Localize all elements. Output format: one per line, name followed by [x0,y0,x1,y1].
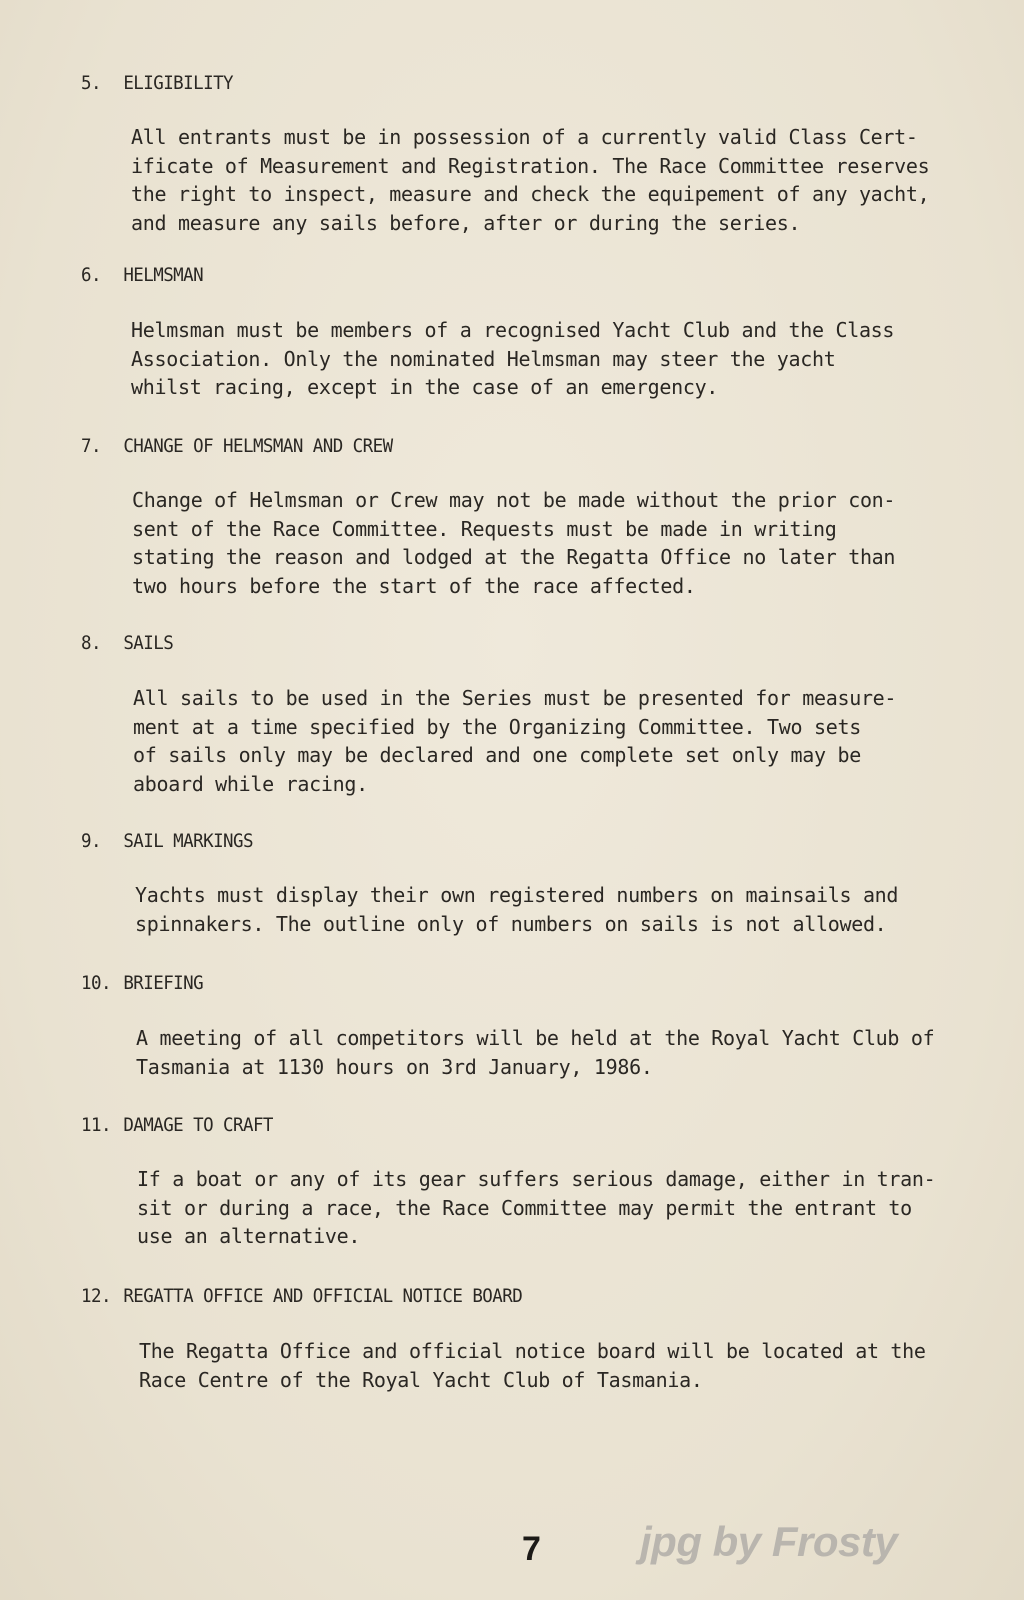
section-body [136,1024,934,1081]
section-number: 7. [81,435,101,457]
section-body [133,684,896,798]
body-line: A meeting of all competitors will be held at the Royal Yacht Club of [136,1026,935,1050]
body-line: Change of Helmsman or Crew may not be made without the prior con- [132,488,896,512]
body-line: stating the reason and lodged at the Regatta Office no later than [132,545,896,569]
body-line: Tasmania at 1130 hours on 3rd January, 1986. [136,1054,653,1079]
body-line: and measure any sails before, after or during the series. [131,210,801,235]
body-line: of sails only may be declared and one complete set only may be [133,743,861,767]
section-number: 6. [81,264,101,286]
section-title: DAMAGE TO CRAFT [123,1114,273,1136]
section-body [139,1337,926,1394]
section-title: HELMSMAN [123,264,204,286]
section-body [132,486,895,600]
section-title: REGATTA OFFICE AND OFFICIAL NOTICE BOARD [123,1285,523,1307]
watermark: jpg by Frosty [640,1518,898,1565]
section-heading [81,632,173,654]
section-heading [81,830,253,852]
section-number: 5. [81,72,101,94]
section-body [131,123,929,237]
body-line: All sails to be used in the Series must be presented for measure- [133,686,897,710]
body-line: ificate of Measurement and Registration. The Race Committee reserves [131,153,930,178]
body-line: aboard while racing. [133,771,368,796]
body-line: Yachts must display their own registered numbers on mainsails and [135,883,899,907]
section-title: SAIL MARKINGS [123,830,253,852]
body-line: use an alternative. [137,1224,361,1248]
section-number: 11. [81,1114,111,1136]
body-line: whilst racing, except in the case of an emergency. [131,375,719,399]
section-heading [81,72,233,94]
body-line: All entrants must be in possession of a currently valid Class Cert- [131,125,918,149]
body-line: two hours before the start of the race affected. [132,573,696,598]
section-title: SAILS [123,632,174,654]
section-number: 9. [81,830,101,852]
body-line: spinnakers. The outline only of numbers on sails is not allowed. [135,911,887,936]
body-line: the right to inspect, measure and check the equipement of any yacht, [131,182,930,206]
body-line: sent of the Race Committee. Requests must be made in writing [132,516,837,541]
body-line: If a boat or any of its gear suffers serious damage, either in tran- [137,1167,936,1191]
section-heading [81,1285,522,1307]
body-line: Race Centre of the Royal Yacht Club of Tasmania. [139,1367,703,1392]
body-line: Association. Only the nominated Helmsman may steer the yacht [131,346,836,371]
section-title: BRIEFING [123,972,204,994]
section-number: 12. [81,1285,111,1307]
section-body [131,316,894,402]
section-heading [81,264,203,286]
body-line: sit or during a race, the Race Committee may permit the entrant to [137,1195,912,1220]
section-heading [81,435,393,457]
section-number: 10. [81,972,111,994]
body-line: Helmsman must be members of a recognised Yacht Club and the Class [131,318,895,342]
section-heading [81,1114,273,1136]
section-body [137,1165,935,1251]
body-line: The Regatta Office and official notice board will be located at the [139,1339,926,1363]
section-title: ELIGIBILITY [123,72,234,94]
body-line: ment at a time specified by the Organizing Committee. Two sets [133,714,861,739]
section-heading [81,972,203,994]
section-body [135,881,898,938]
page-number: 7 [522,1530,541,1568]
section-title: CHANGE OF HELMSMAN AND CREW [123,435,393,457]
section-number: 8. [81,632,101,654]
